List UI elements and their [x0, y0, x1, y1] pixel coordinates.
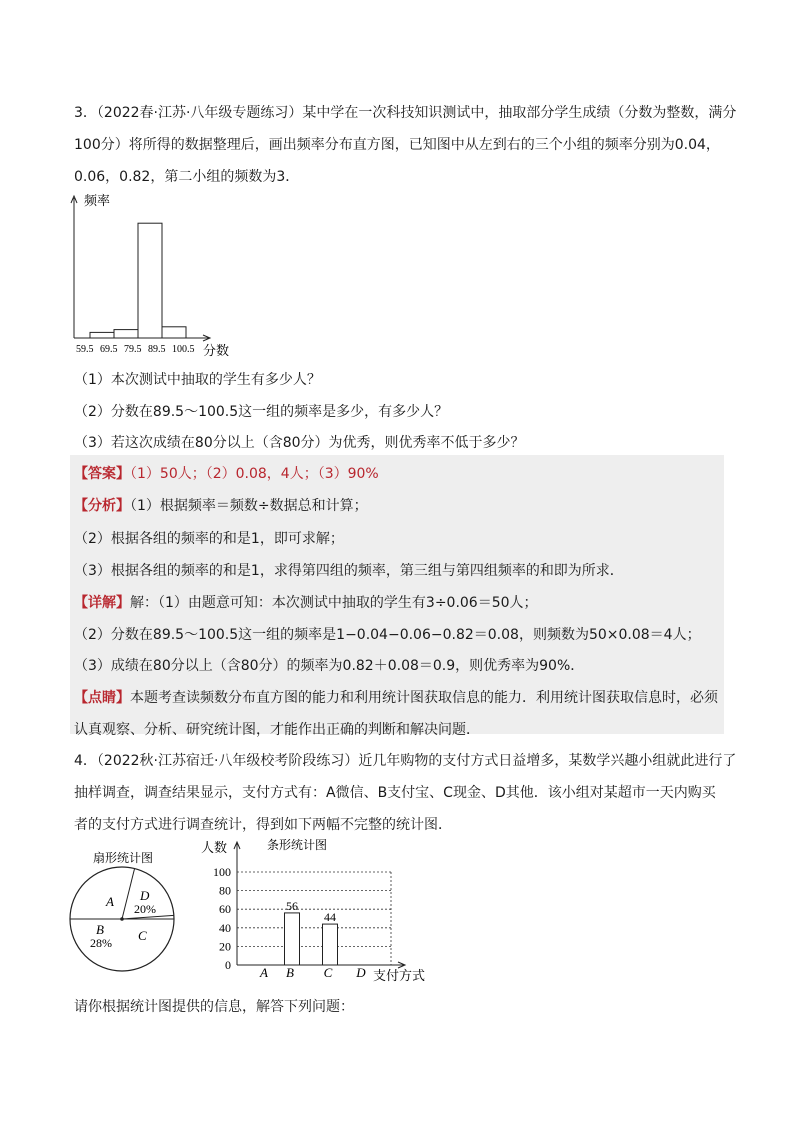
bar-category-label: B [286, 965, 294, 980]
q4-line-3: 者的支付方式进行调查统计，得到如下两幅不完整的统计图． [74, 817, 452, 833]
histogram-tick-label: 69.5 [100, 344, 118, 355]
pie-slice-label: A [106, 894, 114, 909]
detail-1: 解：（1）由题意可知：本次测试中抽取的学生有3÷0.06＝50人； [130, 595, 538, 611]
bar-value-label: 56 [286, 898, 298, 913]
q4-closing: 请你根据统计图提供的信息，解答下列问题： [74, 999, 354, 1015]
bar-rect [323, 924, 338, 965]
pie-slice-label: C [138, 928, 147, 943]
histogram-tick-label: 59.5 [76, 344, 94, 355]
histogram-tick-label: 100.5 [172, 344, 195, 355]
detail-tag: 【详解】 [74, 595, 130, 611]
histogram-y-label: 频率 [84, 194, 111, 209]
answer-row [74, 463, 379, 483]
q3-sub-1: （1）本次测试中抽取的学生有多少人？ [74, 372, 321, 388]
bar-y-tick-label: 40 [219, 920, 231, 935]
bar-title: 条形统计图 [267, 838, 328, 852]
q4-line-2: 抽样调查，调查结果显示，支付方式有：A微信、B支付宝、C现金、D其他．该小组对某超市一天内购买 [74, 785, 716, 801]
q3-line-1: 3．（2022春·江苏·八年级专题练习）某中学在一次科技知识测试中，抽取部分学生成绩（分数为整数，满分 [74, 105, 737, 121]
q3-sub-2: （2）分数在89.5～100.5这一组的频率是多少，有多少人？ [74, 404, 449, 420]
bar-y-tick-label: 0 [225, 958, 231, 972]
bar-y-tick-label: 80 [219, 883, 231, 898]
pie-percent-label: 28% [90, 936, 112, 950]
histogram-chart [60, 188, 240, 360]
analysis-2: （2）根据各组的频率的和是1，即可求解； [74, 531, 344, 547]
detail-3: （3）成绩在80分以上（含80分）的频率为0.82＋0.08＝0.9，则优秀率为90%． [74, 658, 585, 674]
bar-category-label: A [260, 965, 268, 980]
analysis-3: （3）根据各组的频率的和是1，求得第四组的频率，第三组与第四组频率的和即为所求． [74, 563, 624, 579]
q3-line-3: 0.06，0.82，第二小组的频数为3． [74, 169, 300, 185]
bar-y-tick-label: 60 [219, 902, 231, 917]
detail-row [74, 592, 538, 612]
bar-rect [285, 913, 300, 965]
q3-sub-3: （3）若这次成绩在80分以上（含80分）为优秀，则优秀率不低于多少？ [74, 435, 525, 451]
comment-row [74, 687, 718, 707]
detail-2: （2）分数在89.5～100.5这一组的频率是1−0.04−0.06−0.82＝0.08，则频数为50×0.08＝4人； [74, 627, 701, 643]
analysis-tag: 【分析】 [74, 498, 130, 514]
histogram-bar [114, 330, 138, 338]
analysis-row [74, 495, 368, 515]
histogram-bar [138, 223, 162, 338]
q4-line-1: 4．（2022秋·江苏宿迁·八年级校考阶段练习）近几年购物的支付方式日益增多，某数学兴趣小组就此进行了 [74, 753, 737, 769]
pie-percent-label: 20% [134, 902, 156, 916]
histogram-tick-label: 79.5 [124, 344, 142, 355]
bar-y-label: 人数 [201, 841, 228, 856]
answer-tag: 【答案】 [74, 466, 130, 482]
answer-text: （1）50人；（2）0.08，4人；（3）90% [130, 466, 379, 482]
bar-x-label: 支付方式 [373, 969, 426, 984]
bar-category-label: C [323, 965, 333, 980]
bar-chart [195, 834, 440, 984]
pie-center-dot [120, 917, 124, 921]
pie-slice-label: D [140, 888, 150, 903]
q3-line-2: 100分）将所得的数据整理后，画出频率分布直方图，已知图中从左到右的三个小组的频率分别为0.04， [74, 137, 720, 153]
histogram-bar [90, 332, 114, 338]
bar-category-label: D [356, 965, 366, 980]
histogram-tick-label: 89.5 [148, 344, 166, 355]
histogram-bar [162, 327, 186, 338]
histogram-x-label: 分数 [203, 344, 230, 359]
bar-y-tick-label: 100 [213, 865, 231, 879]
bar-value-label: 44 [324, 910, 336, 925]
comment-1: 本题考查读频数分布直方图的能力和利用统计图获取信息的能力．利用统计图获取信息时，必须 [130, 690, 718, 706]
pie-slice-label: B [96, 922, 104, 937]
bar-y-tick-label: 20 [219, 939, 231, 954]
analysis-1: （1）根据频率＝频数÷数据总和计算； [130, 498, 368, 514]
pie-chart [62, 846, 192, 974]
comment-2: 认真观察、分析、研究统计图，才能作出正确的判断和解决问题． [74, 722, 480, 738]
pie-title: 扇形统计图 [93, 851, 154, 865]
comment-tag: 【点睛】 [74, 690, 130, 706]
